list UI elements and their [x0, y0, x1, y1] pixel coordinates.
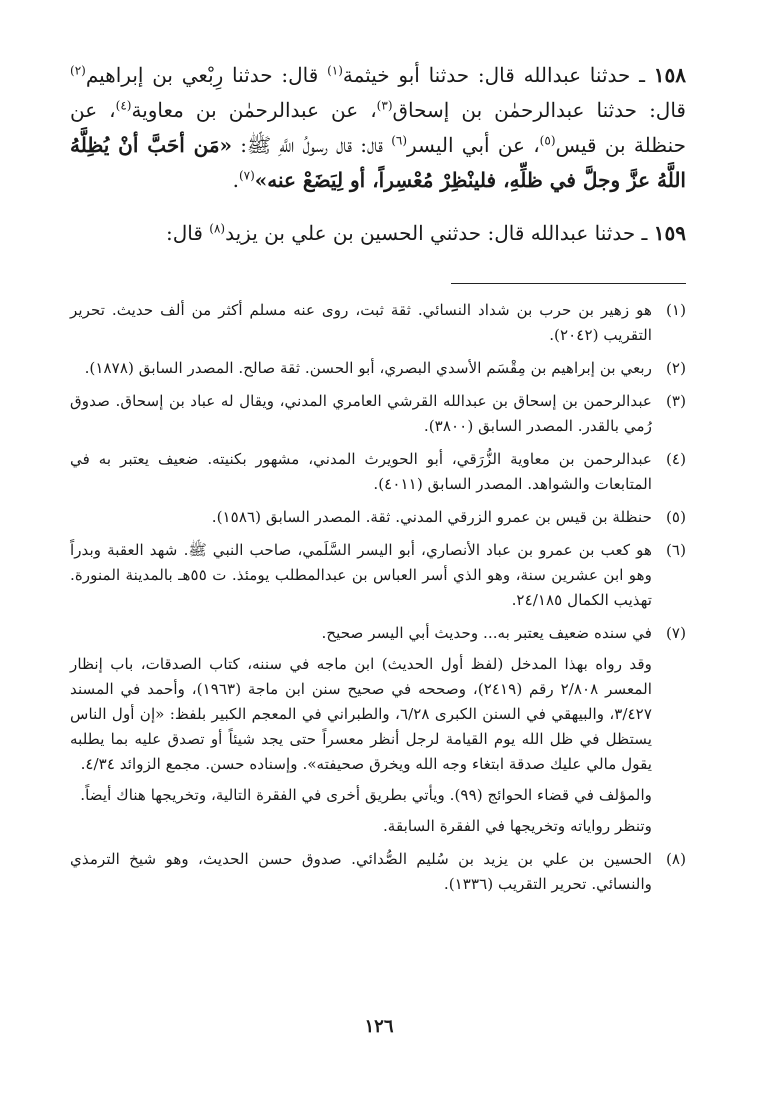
footnote-text: والمؤلف في قضاء الحوائج (٩٩). ويأتي بطريق أخرى في الفقرة التالية، وتخريجها هناك أيضاً. — [80, 786, 652, 804]
main-text — [70, 58, 686, 251]
footnote-body — [70, 505, 652, 530]
footnote-body — [70, 538, 652, 613]
footnote-number: (٣) — [665, 392, 686, 410]
footnote-body — [70, 621, 652, 839]
footnote-ref: (٧) — [238, 168, 255, 183]
footnote-text: عبدالرحمن بن معاوية الزُّرَقي، أبو الحويرث المدني، مشهور بكنيته. ضعيف يعتبر به في المتابعات والشواهد. المصدر السابق (٤٠١١). — [70, 450, 652, 493]
footnote-text: هو زهير بن حرب بن شداد النسائي. ثقة ثبت، روى عنه مسلم أكثر من ألف حديث. تحرير التقريب (٢٠٤٢). — [70, 301, 652, 344]
paragraph-158 — [70, 58, 686, 198]
footnote — [70, 538, 686, 613]
text-segment: ـ حدثنا عبدالله قال: حدثنا أبو خيثمة — [342, 63, 654, 87]
footnote-ref: (٦) — [391, 133, 408, 148]
text-segment: . — [232, 168, 239, 192]
footnote-divider — [451, 283, 686, 284]
hadith-number: ١٥٨ — [653, 63, 686, 87]
footnote-text: حنظلة بن قيس بن عمرو الزرقي المدني. ثقة. المصدر السابق (١٥٨٦). — [211, 508, 652, 526]
footnote-text: عبدالرحمن بن إسحاق بن عبدالله القرشي العامري المدني، ويقال له عباد بن إسحاق. صدوق رُمي بالقدر. المصدر السابق (٣٨٠٠). — [70, 392, 652, 435]
footnote — [70, 356, 686, 381]
paragraph-159 — [70, 216, 686, 251]
footnote-number: (٧) — [665, 624, 686, 642]
footnote-text: ربعي بن إبراهيم بن مِقْسَم الأسدي البصري، أبو الحسن. ثقة صالح. المصدر السابق (١٨٧٨). — [84, 359, 652, 377]
footnote-body — [70, 389, 652, 439]
hadith-number: ١٥٩ — [653, 221, 686, 245]
footnote-ref: (٤) — [115, 98, 132, 113]
footnote-body — [70, 298, 652, 348]
text-segment: قال: قال رسولُ اللَّهِ ﷺ: — [240, 133, 392, 157]
footnote-ref: (٥) — [539, 133, 556, 148]
footnote — [70, 447, 686, 497]
footnote-body — [70, 847, 652, 897]
text-segment: قال: حدثنا عبدالرحمٰن بن إسحاق — [392, 98, 686, 122]
page-number: ١٢٦ — [364, 1016, 394, 1037]
footnote-body — [70, 447, 652, 497]
footnote — [70, 847, 686, 897]
footnote-text: هو كعب بن عمرو بن عباد الأنصاري، أبو اليسر السَّلَمي، صاحب النبي ﷺ. شهد العقبة وبدراً وهو ابن عشرين سنة، وهو الذي أسر العباس بن عبدالمطلب يومئذ. ت ٥٥هـ بالمدينة المنورة. تهذيب الكمال ٢٤/١٨٥. — [70, 541, 652, 609]
text-segment: ، عن عبدالرحمٰن بن معاوية — [131, 98, 377, 122]
footnote-text: في سنده ضعيف يعتبر به... وحديث أبي اليسر صحيح. — [321, 624, 652, 642]
footnote-number: (٤) — [665, 450, 686, 468]
footnote-number: (٨) — [665, 850, 686, 868]
text-segment: ، عن أبي اليسر — [407, 133, 540, 157]
footnote-text: وقد رواه بهذا المدخل (لفظ أول الحديث) ابن ماجه في سننه، كتاب الصدقات، باب إنظار المعسر ٢/٨٠٨ رقم (٢٤١٩)، وصححه في صحيح سنن ابن ماجة (١٩٦٣)، وأحمد في المسند ٣/٤٢٧، والبيهقي في السنن الكبرى ٦/٢٨، والطبراني في المعجم الكبير بلفظ: «إن أول الناس يستظل في ظل الله يوم القيامة لرجل أنظر معسراً حتى يجد شيئاً أو تصدق عليه بما يطلبه يقول مالي عليك صدقة ابتغاء وجه الله ويخرق صحيفته». وإسناده حسن. مجمع الزوائد ٤/٣٤. — [70, 655, 652, 773]
footnote-body — [70, 356, 652, 381]
footnote — [70, 389, 686, 439]
text-segment: ـ حدثنا عبدالله قال: حدثني الحسين بن علي بن يزيد — [225, 221, 654, 245]
footnotes — [70, 298, 686, 897]
footnote-number: (١) — [665, 301, 686, 319]
text-segment: ، عن حنظلة بن قيس — [70, 98, 686, 157]
text-segment: قال: — [166, 221, 210, 245]
footnote-ref: (١) — [327, 63, 343, 78]
footnote-number: (٥) — [665, 508, 686, 526]
footnote-text: الحسين بن علي بن يزيد بن سُليم الصُّدائي. صدوق حسن الحديث، وهو شيخ الترمذي والنسائي. تحرير التقريب (١٣٣٦). — [70, 850, 652, 893]
footnote-ref: (٢) — [70, 63, 86, 78]
hadith-text: «مَن أحَبَّ أنْ يُظِلَّهُ اللَّهُ عزَّ وجلَّ في ظلِّهِ، فلينْظِرْ مُعْسِراً، أو لِيَضَعْ عنه» — [70, 133, 686, 192]
footnote-number: (٢) — [665, 359, 686, 377]
footnote-ref: (٣) — [376, 98, 393, 113]
text-segment: قال: حدثنا رِبْعي بن إبراهيم — [85, 63, 328, 87]
footnote-ref: (٨) — [209, 221, 226, 236]
footnote-text: وتنظر رواياته وتخريجها في الفقرة السابقة. — [382, 817, 652, 835]
footnote — [70, 298, 686, 348]
footnote — [70, 621, 686, 839]
footnote-number: (٦) — [665, 541, 686, 559]
footnote — [70, 505, 686, 530]
